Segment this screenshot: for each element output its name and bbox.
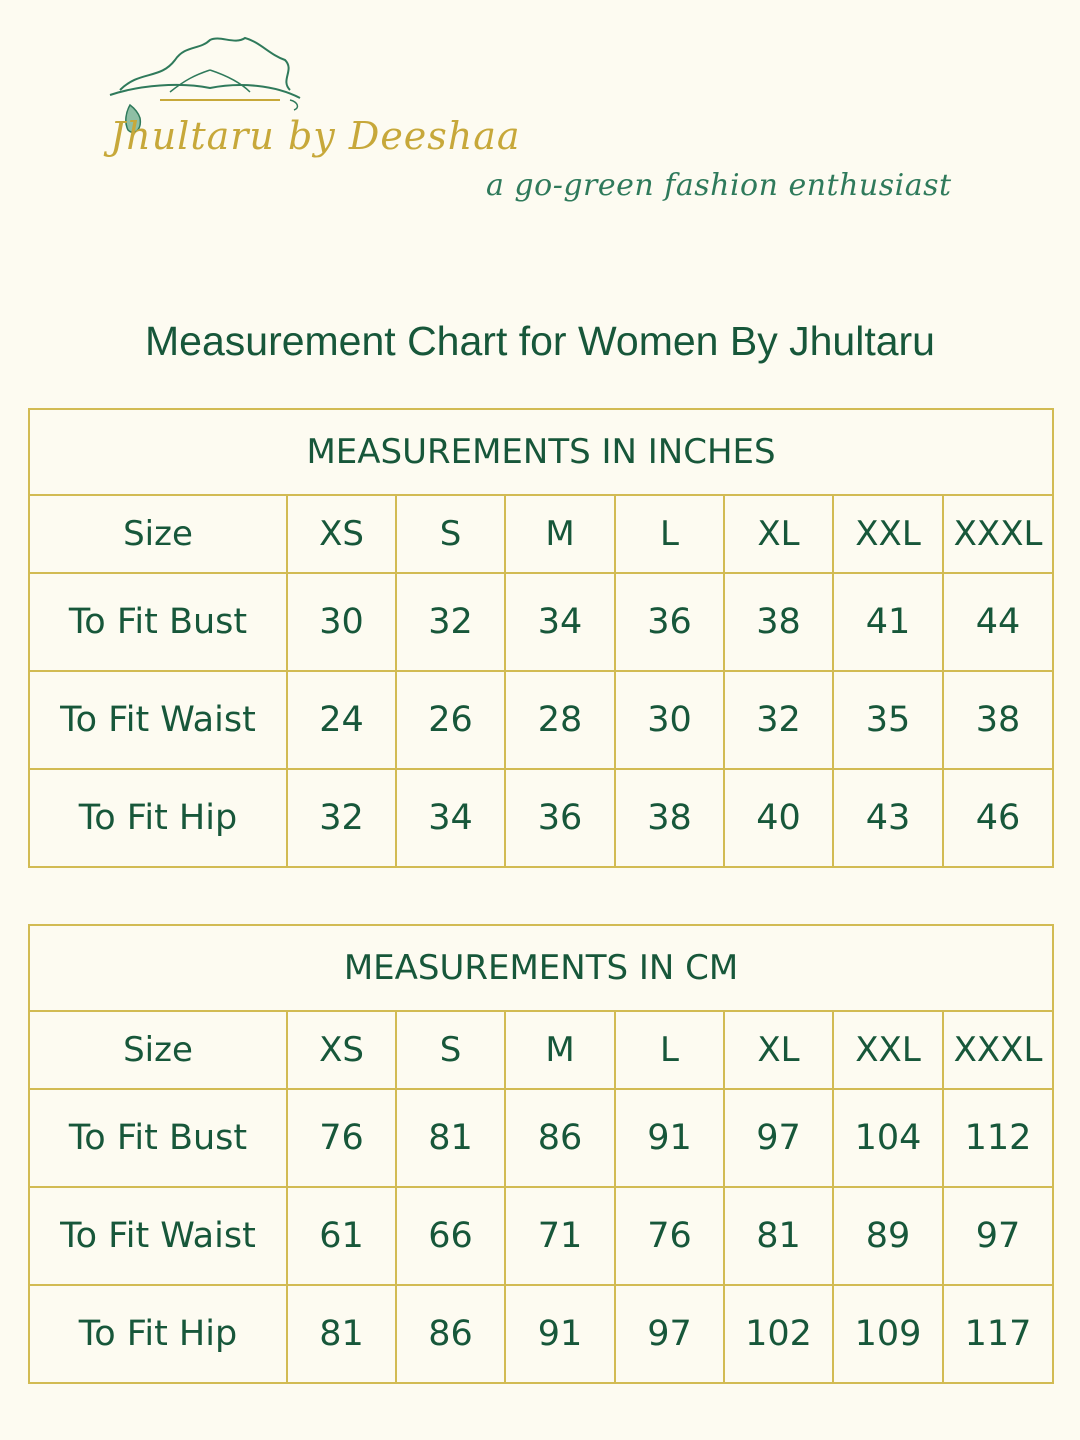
value-cell: 38 <box>615 769 724 867</box>
value-cell: 36 <box>615 573 724 671</box>
value-cell: 81 <box>396 1089 505 1187</box>
value-cell: 66 <box>396 1187 505 1285</box>
table-row <box>29 1285 1053 1383</box>
value-cell: 30 <box>615 671 724 769</box>
table-heading: MEASUREMENTS IN INCHES <box>29 409 1053 495</box>
size-cell: S <box>396 495 505 573</box>
row-label: Size <box>29 1011 287 1089</box>
value-cell: 109 <box>833 1285 943 1383</box>
row-label: Size <box>29 495 287 573</box>
row-label: To Fit Bust <box>29 573 287 671</box>
value-cell: 41 <box>833 573 943 671</box>
table-row <box>29 573 1053 671</box>
value-cell: 81 <box>724 1187 833 1285</box>
inches-table <box>28 408 1054 868</box>
value-cell: 32 <box>287 769 396 867</box>
size-cell: XXL <box>833 1011 943 1089</box>
page-title: Measurement Chart for Women By Jhultaru <box>145 318 935 364</box>
value-cell: 34 <box>396 769 505 867</box>
row-label: To Fit Bust <box>29 1089 287 1187</box>
cm-table <box>28 924 1054 1384</box>
value-cell: 81 <box>287 1285 396 1383</box>
size-cell: XXXL <box>943 495 1053 573</box>
value-cell: 71 <box>505 1187 615 1285</box>
value-cell: 46 <box>943 769 1053 867</box>
size-cell: XXL <box>833 495 943 573</box>
value-cell: 97 <box>615 1285 724 1383</box>
size-cell: M <box>505 495 615 573</box>
value-cell: 91 <box>505 1285 615 1383</box>
size-cell: XL <box>724 1011 833 1089</box>
table-row <box>29 1187 1053 1285</box>
size-cell: L <box>615 495 724 573</box>
row-label: To Fit Hip <box>29 769 287 867</box>
value-cell: 76 <box>615 1187 724 1285</box>
size-cell: M <box>505 1011 615 1089</box>
size-cell: L <box>615 1011 724 1089</box>
value-cell: 28 <box>505 671 615 769</box>
value-cell: 97 <box>724 1089 833 1187</box>
table-row <box>29 769 1053 867</box>
value-cell: 38 <box>724 573 833 671</box>
table-row <box>29 671 1053 769</box>
row-label: To Fit Waist <box>29 1187 287 1285</box>
row-label: To Fit Waist <box>29 671 287 769</box>
value-cell: 43 <box>833 769 943 867</box>
value-cell: 76 <box>287 1089 396 1187</box>
table-heading: MEASUREMENTS IN CM <box>29 925 1053 1011</box>
size-cell: S <box>396 1011 505 1089</box>
value-cell: 86 <box>505 1089 615 1187</box>
value-cell: 89 <box>833 1187 943 1285</box>
size-header-row <box>29 1011 1053 1089</box>
value-cell: 35 <box>833 671 943 769</box>
brand-tagline: a go-green fashion enthusiast <box>486 168 952 203</box>
value-cell: 104 <box>833 1089 943 1187</box>
value-cell: 102 <box>724 1285 833 1383</box>
value-cell: 32 <box>724 671 833 769</box>
brand-name: Jhultaru by Deeshaa <box>110 114 521 158</box>
value-cell: 44 <box>943 573 1053 671</box>
value-cell: 26 <box>396 671 505 769</box>
value-cell: 24 <box>287 671 396 769</box>
table-row <box>29 1089 1053 1187</box>
size-cell: XS <box>287 495 396 573</box>
value-cell: 86 <box>396 1285 505 1383</box>
value-cell: 91 <box>615 1089 724 1187</box>
size-cell: XS <box>287 1011 396 1089</box>
value-cell: 32 <box>396 573 505 671</box>
size-cell: XL <box>724 495 833 573</box>
row-label: To Fit Hip <box>29 1285 287 1383</box>
size-header-row <box>29 495 1053 573</box>
value-cell: 117 <box>943 1285 1053 1383</box>
value-cell: 112 <box>943 1089 1053 1187</box>
value-cell: 38 <box>943 671 1053 769</box>
size-cell: XXXL <box>943 1011 1053 1089</box>
value-cell: 61 <box>287 1187 396 1285</box>
value-cell: 34 <box>505 573 615 671</box>
value-cell: 40 <box>724 769 833 867</box>
value-cell: 97 <box>943 1187 1053 1285</box>
value-cell: 36 <box>505 769 615 867</box>
value-cell: 30 <box>287 573 396 671</box>
